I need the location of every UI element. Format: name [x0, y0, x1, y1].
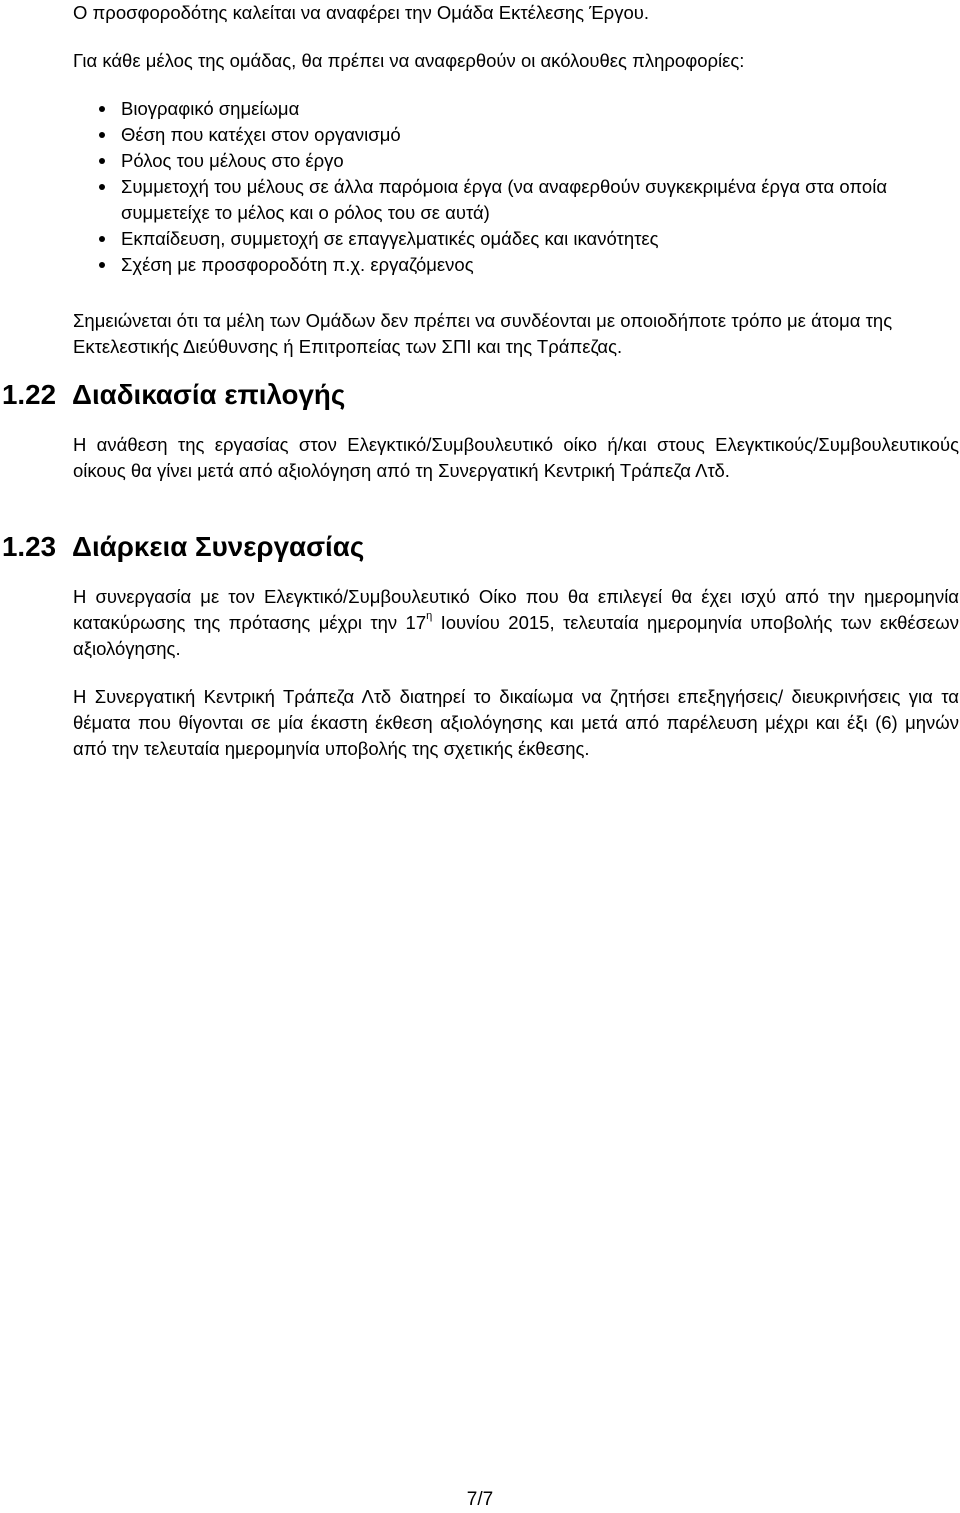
ordinal-superscript: η	[426, 609, 433, 622]
paragraph-text-start: Η συνεργασία με τον Ελεγκτικό/Συμβουλευτικό Οίκο που θα επιλεγεί θα έχει ισχύ από την ημερομηνία κατακύρωσης της πρότασης μέχρι την 17	[73, 586, 959, 633]
list-item-text: Βιογραφικό σημείωμα	[121, 98, 300, 119]
list-item	[97, 122, 959, 148]
list-item	[97, 148, 959, 174]
clarifications-paragraph: Η Συνεργατική Κεντρική Τράπεζα Λτδ διατηρεί το δικαίωμα να ζητήσει επεξηγήσεις/ διευκρινήσεις για τα θέματα που θίγονται σε μία έκαστη έκθεση αξιολόγησης και μετά από παρέλευση μέχρι και έξι (6) μηνών από την τελευταία ημερομηνία υποβολής της σχετικής έκθεσης.	[73, 686, 959, 759]
section-heading-1-23	[2, 531, 365, 562]
selection-procedure-paragraph: Η ανάθεση της εργασίας στον Ελεγκτικό/Συμβουλευτικό οίκο ή/και στους Ελεγκτικούς/Συμβουλευτικούς οίκους θα γίνει μετά από αξιολόγηση από τη Συνεργατική Κεντρική Τράπεζα Λτδ.	[73, 434, 959, 481]
list-item	[97, 252, 959, 278]
list-item-text: Συμμετοχή του μέλους σε άλλα παρόμοια έργα (να αναφερθούν συγκεκριμένα έργα στα οποία συμμετείχε το μέλος και ο ρόλος του σε αυτά)	[121, 176, 888, 223]
bullet-icon	[99, 236, 105, 242]
note-paragraph: Σημειώνεται ότι τα μέλη των Ομάδων δεν πρέπει να συνδέονται με οποιοδήποτε τρόπο με άτομα της Εκτελεστικής Διεύθυνσης ή Επιτροπείας των ΣΠΙ και της Τράπεζας.	[73, 310, 893, 357]
bullet-icon	[99, 158, 105, 164]
section-heading-1-22	[2, 379, 346, 410]
paragraph-text-end: Ιουνίου 2015, τελευταία ημερομηνία υποβολής των εκθέσεων αξιολόγησης.	[73, 612, 959, 659]
list-item-text: Θέση που κατέχει στον οργανισμό	[121, 124, 401, 145]
list-item	[97, 174, 959, 226]
list-item	[97, 226, 959, 252]
bullet-icon	[99, 132, 105, 138]
bullet-icon	[99, 106, 105, 112]
list-item-text: Εκπαίδευση, συμμετοχή σε επαγγελματικές ομάδες και ικανότητες	[121, 228, 659, 249]
bullet-icon	[99, 262, 105, 268]
section-title: Διαδικασία επιλογής	[72, 379, 346, 410]
section-number: 1.23	[2, 531, 57, 562]
bullet-icon	[99, 184, 105, 190]
section-number: 1.22	[2, 379, 57, 410]
intro-line-1: Ο προσφοροδότης καλείται να αναφέρει την Ομάδα Εκτέλεσης Έργου.	[73, 2, 650, 23]
list-item-text: Σχέση με προσφοροδότη π.χ. εργαζόμενος	[121, 254, 474, 275]
list-item	[97, 96, 959, 122]
member-info-list	[97, 96, 959, 278]
cooperation-duration-paragraph	[73, 584, 959, 662]
list-item-text: Ρόλος του μέλους στο έργο	[121, 150, 344, 171]
intro-line-2: Για κάθε μέλος της ομάδας, θα πρέπει να αναφερθούν οι ακόλουθες πληροφορίες:	[73, 50, 745, 71]
page-number: 7/7	[466, 1489, 494, 1510]
section-title: Διάρκεια Συνεργασίας	[72, 531, 365, 562]
